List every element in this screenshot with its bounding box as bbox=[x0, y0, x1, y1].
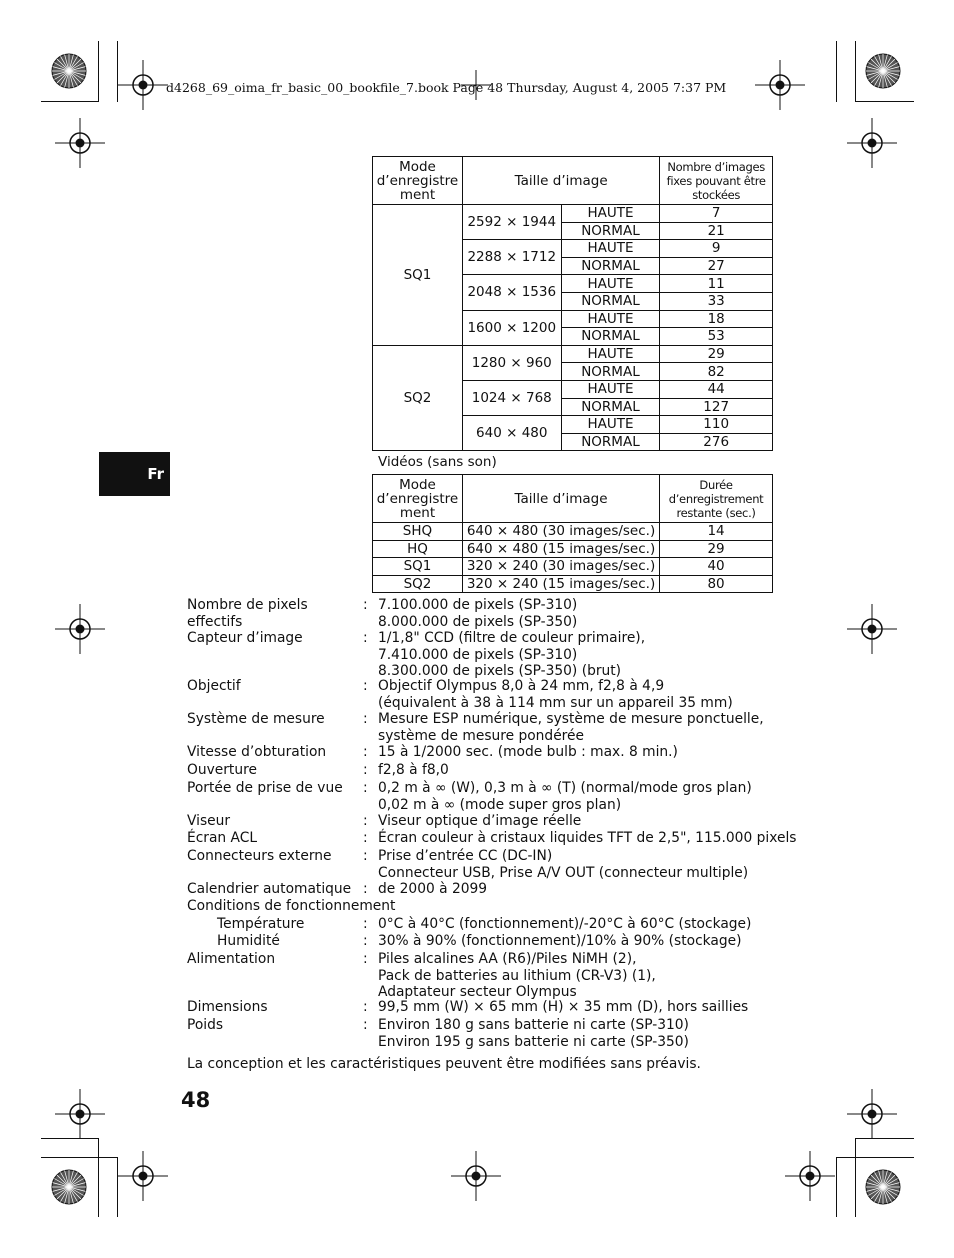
spec-value-line: 8.000.000 de pixels (SP-350) bbox=[378, 613, 578, 630]
spec-colon: : bbox=[363, 999, 368, 1015]
spec-label bbox=[187, 711, 325, 728]
spec-label-line: effectifs bbox=[187, 613, 243, 630]
still-image-table bbox=[372, 156, 773, 451]
spec-value bbox=[378, 813, 581, 830]
mode-cell: SQ2 bbox=[373, 575, 463, 593]
crop-line bbox=[98, 41, 99, 102]
registration-mark-icon bbox=[118, 1151, 168, 1201]
spec-value-line: 8.300.000 de pixels (SP-350) (brut) bbox=[378, 663, 622, 680]
spec-label-line: Connecteurs externe bbox=[187, 848, 332, 864]
registration-mark-icon bbox=[847, 1089, 897, 1139]
count-cell: 11 bbox=[660, 275, 773, 293]
spec-label bbox=[187, 744, 326, 761]
spec-colon: : bbox=[363, 711, 368, 727]
quality-cell: HAUTE bbox=[561, 380, 660, 398]
spec-colon: : bbox=[363, 933, 368, 949]
crop-line bbox=[837, 1157, 914, 1158]
crop-line bbox=[98, 1138, 99, 1217]
spec-value-line: f2,8 à f8,0 bbox=[378, 762, 449, 778]
quality-cell: NORMAL bbox=[561, 328, 660, 346]
spec-value bbox=[378, 762, 449, 779]
table-header-mode: Mode d’enregistre ment bbox=[373, 157, 463, 205]
mode-cell: SHQ bbox=[373, 523, 463, 541]
spec-colon: : bbox=[363, 744, 368, 760]
spec-value bbox=[378, 830, 796, 847]
size-cell: 1280 × 960 bbox=[462, 345, 561, 380]
spec-label-line: Capteur d’image bbox=[187, 630, 303, 646]
spec-value-line: (équivalent à 38 à 114 mm sur un appareil 35 mm) bbox=[378, 694, 733, 711]
page-number: 48 bbox=[181, 1088, 211, 1112]
spec-colon: : bbox=[363, 881, 368, 897]
count-cell: 127 bbox=[660, 398, 773, 416]
quality-cell: NORMAL bbox=[561, 292, 660, 310]
duration-cell: 80 bbox=[660, 575, 773, 593]
spec-colon: : bbox=[363, 813, 368, 829]
quality-cell: NORMAL bbox=[561, 363, 660, 381]
quality-cell: NORMAL bbox=[561, 222, 660, 240]
spec-label-line: Système de mesure bbox=[187, 711, 325, 727]
spec-label bbox=[187, 1017, 223, 1034]
crop-line bbox=[41, 1157, 117, 1158]
registration-mark-icon bbox=[55, 604, 105, 654]
spec-value-line: Écran couleur à cristaux liquides TFT de 2,5", 115.000 pixels bbox=[378, 830, 797, 846]
spec-value bbox=[378, 711, 764, 744]
spec-value bbox=[378, 848, 748, 881]
spec-colon: : bbox=[363, 678, 368, 694]
spec-label bbox=[187, 780, 343, 797]
spec-value bbox=[378, 881, 487, 898]
spec-value-line: 7.100.000 de pixels (SP-310) bbox=[378, 597, 578, 613]
quality-cell: HAUTE bbox=[561, 205, 660, 223]
spec-label-line: Humidité bbox=[217, 933, 280, 949]
registration-mark-icon bbox=[785, 1151, 835, 1201]
spec-label bbox=[217, 916, 304, 933]
spec-value bbox=[378, 1017, 689, 1050]
crop-line bbox=[855, 1138, 856, 1217]
spec-colon: : bbox=[363, 916, 368, 932]
spec-value-line: 0,02 m à ∞ (mode super gros plan) bbox=[378, 796, 622, 813]
spec-value-line: Environ 195 g sans batterie ni carte (SP-350) bbox=[378, 1033, 689, 1050]
table-header-mode: Mode d’enregistre ment bbox=[373, 475, 463, 523]
spec-label-line: Poids bbox=[187, 1017, 224, 1033]
spec-label-line: Température bbox=[217, 916, 305, 932]
registration-mark-icon bbox=[451, 1151, 501, 1201]
size-cell: 2592 × 1944 bbox=[462, 205, 561, 240]
count-cell: 9 bbox=[660, 240, 773, 258]
video-table bbox=[372, 474, 773, 593]
star-target-icon bbox=[865, 53, 901, 89]
spec-label bbox=[187, 678, 241, 695]
spec-colon: : bbox=[363, 780, 368, 796]
mode-cell: SQ1 bbox=[373, 205, 463, 346]
size-cell: 2288 × 1712 bbox=[462, 240, 561, 275]
crop-line bbox=[41, 101, 99, 102]
spec-value bbox=[378, 916, 751, 933]
duration-cell: 40 bbox=[660, 558, 773, 576]
count-cell: 21 bbox=[660, 222, 773, 240]
quality-cell: NORMAL bbox=[561, 257, 660, 275]
spec-label-line: Vitesse d’obturation bbox=[187, 744, 327, 760]
star-target-icon bbox=[51, 1169, 87, 1205]
spec-value bbox=[378, 999, 748, 1016]
size-cell: 1024 × 768 bbox=[462, 380, 561, 415]
spec-label-line: Conditions de fonctionnement bbox=[187, 898, 396, 914]
spec-label bbox=[187, 597, 308, 630]
registration-mark-icon bbox=[847, 118, 897, 168]
spec-value-line: 0°C à 40°C (fonctionnement)/-20°C à 60°C (stockage) bbox=[378, 916, 752, 932]
spec-value-line: système de mesure pondérée bbox=[378, 727, 585, 744]
spec-label-line: Viseur bbox=[187, 813, 231, 829]
quality-cell: HAUTE bbox=[561, 345, 660, 363]
table-header-size: Taille d’image bbox=[462, 157, 659, 205]
size-cell: 1600 × 1200 bbox=[462, 310, 561, 345]
spec-value-line: 30% à 90% (fonctionnement)/10% à 90% (stockage) bbox=[378, 933, 742, 949]
count-cell: 82 bbox=[660, 363, 773, 381]
spec-label-line: Ouverture bbox=[187, 762, 257, 778]
spec-colon: : bbox=[363, 830, 368, 846]
spec-label bbox=[187, 999, 268, 1016]
spec-value-line: 15 à 1/2000 sec. (mode bulb : max. 8 min.) bbox=[378, 744, 678, 760]
count-cell: 7 bbox=[660, 205, 773, 223]
star-target-icon bbox=[51, 53, 87, 89]
spec-value-line: Viseur optique d’image réelle bbox=[378, 813, 582, 829]
spec-value-line: Connecteur USB, Prise A/V OUT (connecteur multiple) bbox=[378, 864, 749, 881]
spec-label bbox=[217, 933, 280, 950]
spec-label bbox=[187, 762, 257, 779]
size-cell: 640 × 480 (15 images/sec.) bbox=[462, 540, 659, 558]
crop-line bbox=[836, 1157, 837, 1217]
spec-value bbox=[378, 678, 733, 711]
count-cell: 110 bbox=[660, 416, 773, 434]
count-cell: 29 bbox=[660, 345, 773, 363]
registration-mark-icon bbox=[55, 1089, 105, 1139]
count-cell: 33 bbox=[660, 292, 773, 310]
spec-value bbox=[378, 951, 656, 1001]
crop-line bbox=[855, 41, 856, 102]
spec-value bbox=[378, 780, 752, 813]
registration-mark-icon bbox=[847, 604, 897, 654]
disclaimer-note: La conception et les caractéristiques peuvent être modifiées sans préavis. bbox=[187, 1056, 701, 1072]
spec-colon: : bbox=[363, 762, 368, 778]
count-cell: 18 bbox=[660, 310, 773, 328]
spec-value-line: 0,2 m à ∞ (W), 0,3 m à ∞ (T) (normal/mode gros plan) bbox=[378, 780, 752, 796]
mode-cell: SQ1 bbox=[373, 558, 463, 576]
crop-line bbox=[856, 101, 914, 102]
spec-value-line: Objectif Olympus 8,0 à 24 mm, f2,8 à 4,9 bbox=[378, 678, 665, 694]
spec-value bbox=[378, 744, 678, 761]
quality-cell: HAUTE bbox=[561, 310, 660, 328]
spec-value-line: Piles alcalines AA (R6)/Piles NiMH (2), bbox=[378, 951, 637, 967]
print-header: d4268_69_oima_fr_basic_00_bookfile_7.book Page 48 Thursday, August 4, 2005 7:37 PM bbox=[166, 80, 727, 95]
spec-colon: : bbox=[363, 848, 368, 864]
size-cell: 640 × 480 (30 images/sec.) bbox=[462, 523, 659, 541]
count-cell: 27 bbox=[660, 257, 773, 275]
duration-cell: 14 bbox=[660, 523, 773, 541]
duration-cell: 29 bbox=[660, 540, 773, 558]
video-caption: Vidéos (sans son) bbox=[378, 454, 497, 470]
table-row bbox=[373, 205, 773, 223]
quality-cell: NORMAL bbox=[561, 398, 660, 416]
size-cell: 320 × 240 (30 images/sec.) bbox=[462, 558, 659, 576]
size-cell: 640 × 480 bbox=[462, 416, 561, 451]
spec-label bbox=[187, 898, 395, 915]
spec-label bbox=[187, 951, 275, 968]
spec-value-line: Pack de batteries au lithium (CR-V3) (1), bbox=[378, 967, 656, 984]
count-cell: 53 bbox=[660, 328, 773, 346]
spec-value bbox=[378, 597, 577, 630]
crop-line bbox=[836, 41, 837, 102]
spec-value-line: 1/1,8" CCD (filtre de couleur primaire), bbox=[378, 630, 646, 646]
spec-value-line: 7.410.000 de pixels (SP-310) bbox=[378, 646, 578, 663]
spec-value-line: 99,5 mm (W) × 65 mm (H) × 35 mm (D), hors saillies bbox=[378, 999, 749, 1015]
spec-label-line: Écran ACL bbox=[187, 830, 258, 846]
table-header-size: Taille d’image bbox=[462, 475, 659, 523]
spec-value-line: Environ 180 g sans batterie ni carte (SP-310) bbox=[378, 1017, 689, 1033]
spec-colon: : bbox=[363, 630, 368, 646]
language-tab: Fr bbox=[99, 452, 170, 496]
count-cell: 44 bbox=[660, 380, 773, 398]
size-cell: 320 × 240 (15 images/sec.) bbox=[462, 575, 659, 593]
spec-value-line: de 2000 à 2099 bbox=[378, 881, 488, 897]
table-row bbox=[373, 558, 773, 576]
spec-label bbox=[187, 830, 257, 847]
spec-value bbox=[378, 630, 645, 680]
spec-colon: : bbox=[363, 951, 368, 967]
spec-value-line: Mesure ESP numérique, système de mesure ponctuelle, bbox=[378, 711, 764, 727]
table-row bbox=[373, 575, 773, 593]
spec-label-line: Dimensions bbox=[187, 999, 268, 1015]
spec-label-line: Alimentation bbox=[187, 951, 276, 967]
spec-label-line: Portée de prise de vue bbox=[187, 780, 343, 796]
registration-mark-icon bbox=[755, 60, 805, 110]
table-row bbox=[373, 345, 773, 363]
spec-label bbox=[187, 630, 303, 647]
registration-mark-icon bbox=[55, 118, 105, 168]
mode-cell: HQ bbox=[373, 540, 463, 558]
spec-value bbox=[378, 933, 742, 950]
spec-colon: : bbox=[363, 1017, 368, 1033]
spec-label bbox=[187, 813, 230, 830]
quality-cell: NORMAL bbox=[561, 433, 660, 451]
spec-value-line: Adaptateur secteur Olympus bbox=[378, 984, 577, 1001]
spec-label-line: Objectif bbox=[187, 678, 241, 694]
table-header-duration: Durée d’enregistrement restante (sec.) bbox=[660, 475, 773, 523]
quality-cell: HAUTE bbox=[561, 275, 660, 293]
spec-label bbox=[187, 848, 332, 865]
quality-cell: HAUTE bbox=[561, 240, 660, 258]
table-row bbox=[373, 540, 773, 558]
spec-label bbox=[187, 881, 351, 898]
table-row bbox=[373, 523, 773, 541]
quality-cell: HAUTE bbox=[561, 416, 660, 434]
count-cell: 276 bbox=[660, 433, 773, 451]
spec-value-line: Prise d’entrée CC (DC-IN) bbox=[378, 848, 553, 864]
registration-mark-icon bbox=[118, 60, 168, 110]
star-target-icon bbox=[865, 1169, 901, 1205]
spec-label-line: Nombre de pixels bbox=[187, 597, 308, 613]
spec-label-line: Calendrier automatique bbox=[187, 881, 352, 897]
size-cell: 2048 × 1536 bbox=[462, 275, 561, 310]
mode-cell: SQ2 bbox=[373, 345, 463, 451]
spec-colon: : bbox=[363, 597, 368, 613]
table-header-count: Nombre d’images fixes pouvant être stockées bbox=[660, 157, 773, 205]
